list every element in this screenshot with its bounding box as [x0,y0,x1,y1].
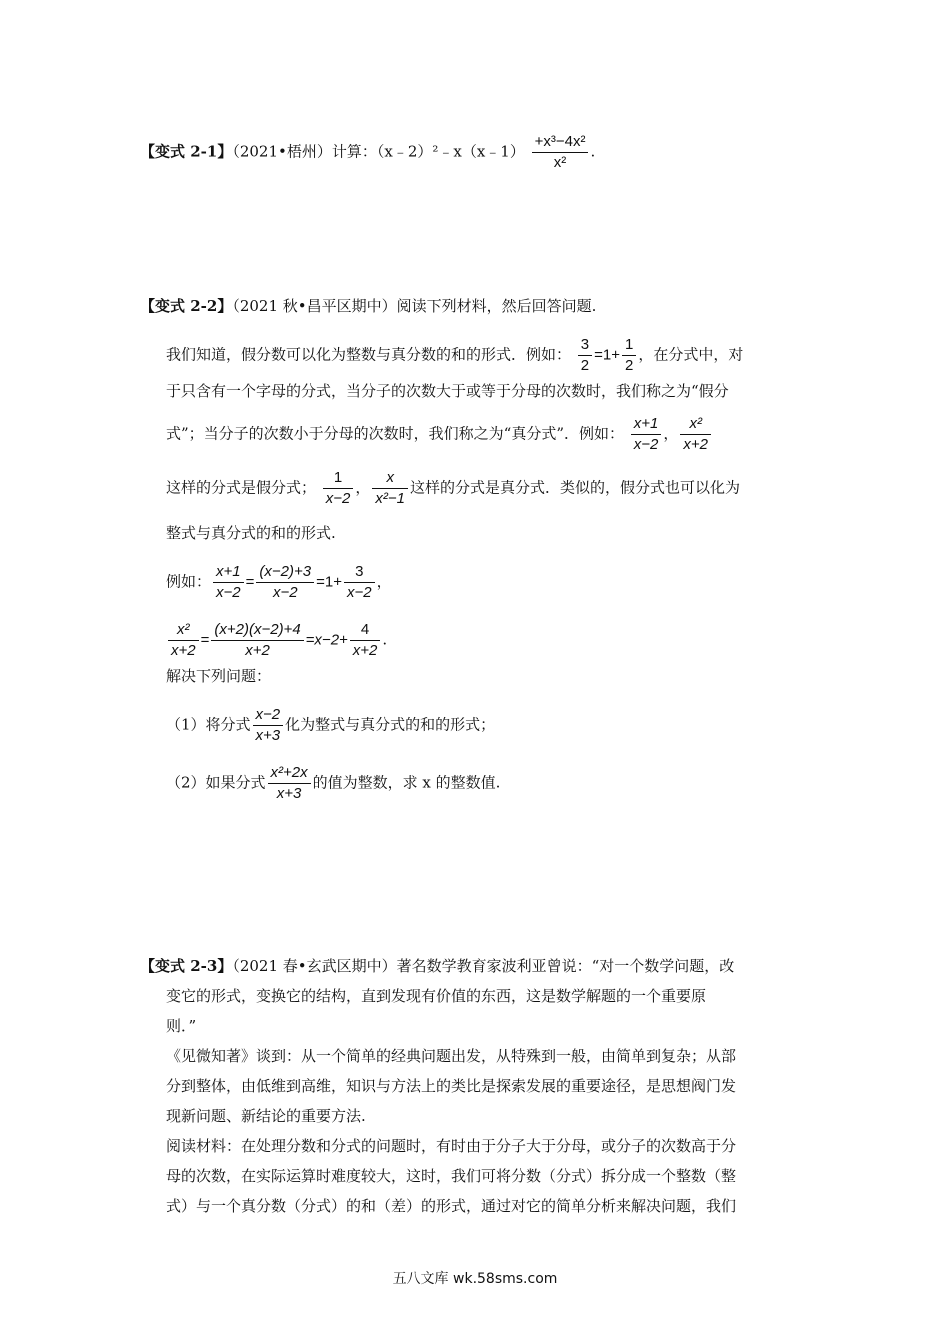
paragraph-line: 母的次数，在实际运算时难度较大，这时，我们可将分数（分式）拆分成一个整数（整 [166,1167,737,1185]
fraction: $\frac{\text{+x³−4x²}}{\text{x²}}$ [532,132,589,173]
question-tag: 【变式 2-3】 [140,957,233,975]
question-2-1: 【变式 2-1】（2021•梧州）计算：（x﹣2）²﹣x（x﹣1） $\frac{\text{+x³−4x²}}{\text{x²}}$ . [140,133,596,171]
paragraph-line: 现新问题、新结论的重要方法. [166,1107,366,1125]
fraction: $\frac{4}{x+2}$ [350,620,381,661]
paragraph-line: 变它的形式，变换它的结构，直到发现有价值的东西，这是数学解题的一个重要原 [166,987,707,1005]
fraction: $\frac{x}{\text{x²−1}}$ [372,468,408,509]
fraction: $\frac{1}{x-2}$ [323,468,354,509]
fraction: $\frac{1}{2}$ [622,335,636,376]
question-2-2-header [140,296,596,316]
fraction: $\frac{\text{x²}}{x+2}$ [680,414,711,455]
fraction: $\frac{x+1}{x-2}$ [213,562,244,603]
question-source: （2021 秋•昌平区期中）阅读下列材料，然后回答问题. [232,297,597,315]
question-tag: 【变式 2-2】 [140,297,233,315]
question-source: （2021•梧州）计算： [232,142,377,161]
subquestion-2: （2）如果分式 $\frac{\text{x²+2x}}{x+3}$ 的值为整数，求 x 的整数值. [166,764,501,802]
paragraph-line: 分到整体，由低维到高维，知识与方法上的类比是探索发展的重要途径，是思想阀门发 [166,1077,737,1095]
fraction: $\frac{x+1}{x-2}$ [631,414,662,455]
fraction: $\frac{(x+2)(x-2)+4}{x+2}$ [211,620,303,661]
expression: （x﹣2）²﹣x（x﹣1） [376,142,525,161]
fraction: $\frac{3}{x-2}$ [344,562,375,603]
paragraph-line: 整式与真分式的和的形式. [166,524,336,542]
paragraph-line: 于只含有一个字母的分式，当分子的次数大于或等于分母的次数时，我们称之为“假分 [166,382,729,400]
fraction: $\frac{\text{x²+2x}}{x+3}$ [268,763,311,804]
question-2-3-line: 【变式 2-3】（2021 春•玄武区期中）著名数学教育家波利亚曾说：“对一个数学问题，改 [140,957,735,975]
footer-watermark: 五八文库 wk.58sms.com [392,1271,558,1287]
example-1: 例如： $\frac{x+1}{x-2}$ = $\frac{(x-2)+3}{x-2}$ =1+ $\frac{3}{x-2}$ ， [166,563,392,601]
fraction: $\frac{3}{2}$ [578,335,592,376]
paragraph-line: 式）与一个真分数（分式）的和（差）的形式，通过对它的简单分析来解决问题，我们 [166,1197,737,1215]
example-2: $\frac{\text{x²}}{x+2}$ = $\frac{(x+2)(x-2)+4}{x+2}$ =x−2+ $\frac{4}{x+2}$ . [166,620,387,661]
paragraph-line: 式”；当分子的次数小于分母的次数时，我们称之为“真分式”．例如： $\frac{x+1}{x-2}$ ， $\frac{\text{x²}}{x+2}$ [166,414,713,455]
paragraph-line: 我们知道，假分数可以化为整数与真分数的和的形式．例如： $\frac{3}{2}$ =1+ $\frac{1}{2}$ ，在分式中，对 [166,336,744,374]
fraction: $\frac{x-2}{x+3}$ [253,705,284,746]
fraction: $\frac{(x-2)+3}{x-2}$ [256,562,314,603]
question-tag: 【变式 2-1】 [140,142,233,161]
paragraph-line: 阅读材料：在处理分数和分式的问题时，有时由于分子大于分母，或分子的次数高于分 [166,1137,737,1155]
paragraph-line: 这样的分式是假分式； $\frac{1}{x-2}$ ， $\frac{x}{\text{x²−1}}$ 这样的分式是真分式．类似的，假分式也可以化为 [166,469,741,507]
paragraph-line: 则．” [166,1017,197,1035]
paragraph-line: 《见微知著》谈到：从一个简单的经典问题出发，从特殊到一般，由简单到复杂；从部 [166,1047,737,1065]
paragraph-line: 解决下列问题： [166,667,272,685]
fraction: $\frac{\text{x²}}{x+2}$ [168,620,199,661]
subquestion-1: （1）将分式 $\frac{x-2}{x+3}$ 化为整式与真分式的和的形式； [166,706,496,744]
